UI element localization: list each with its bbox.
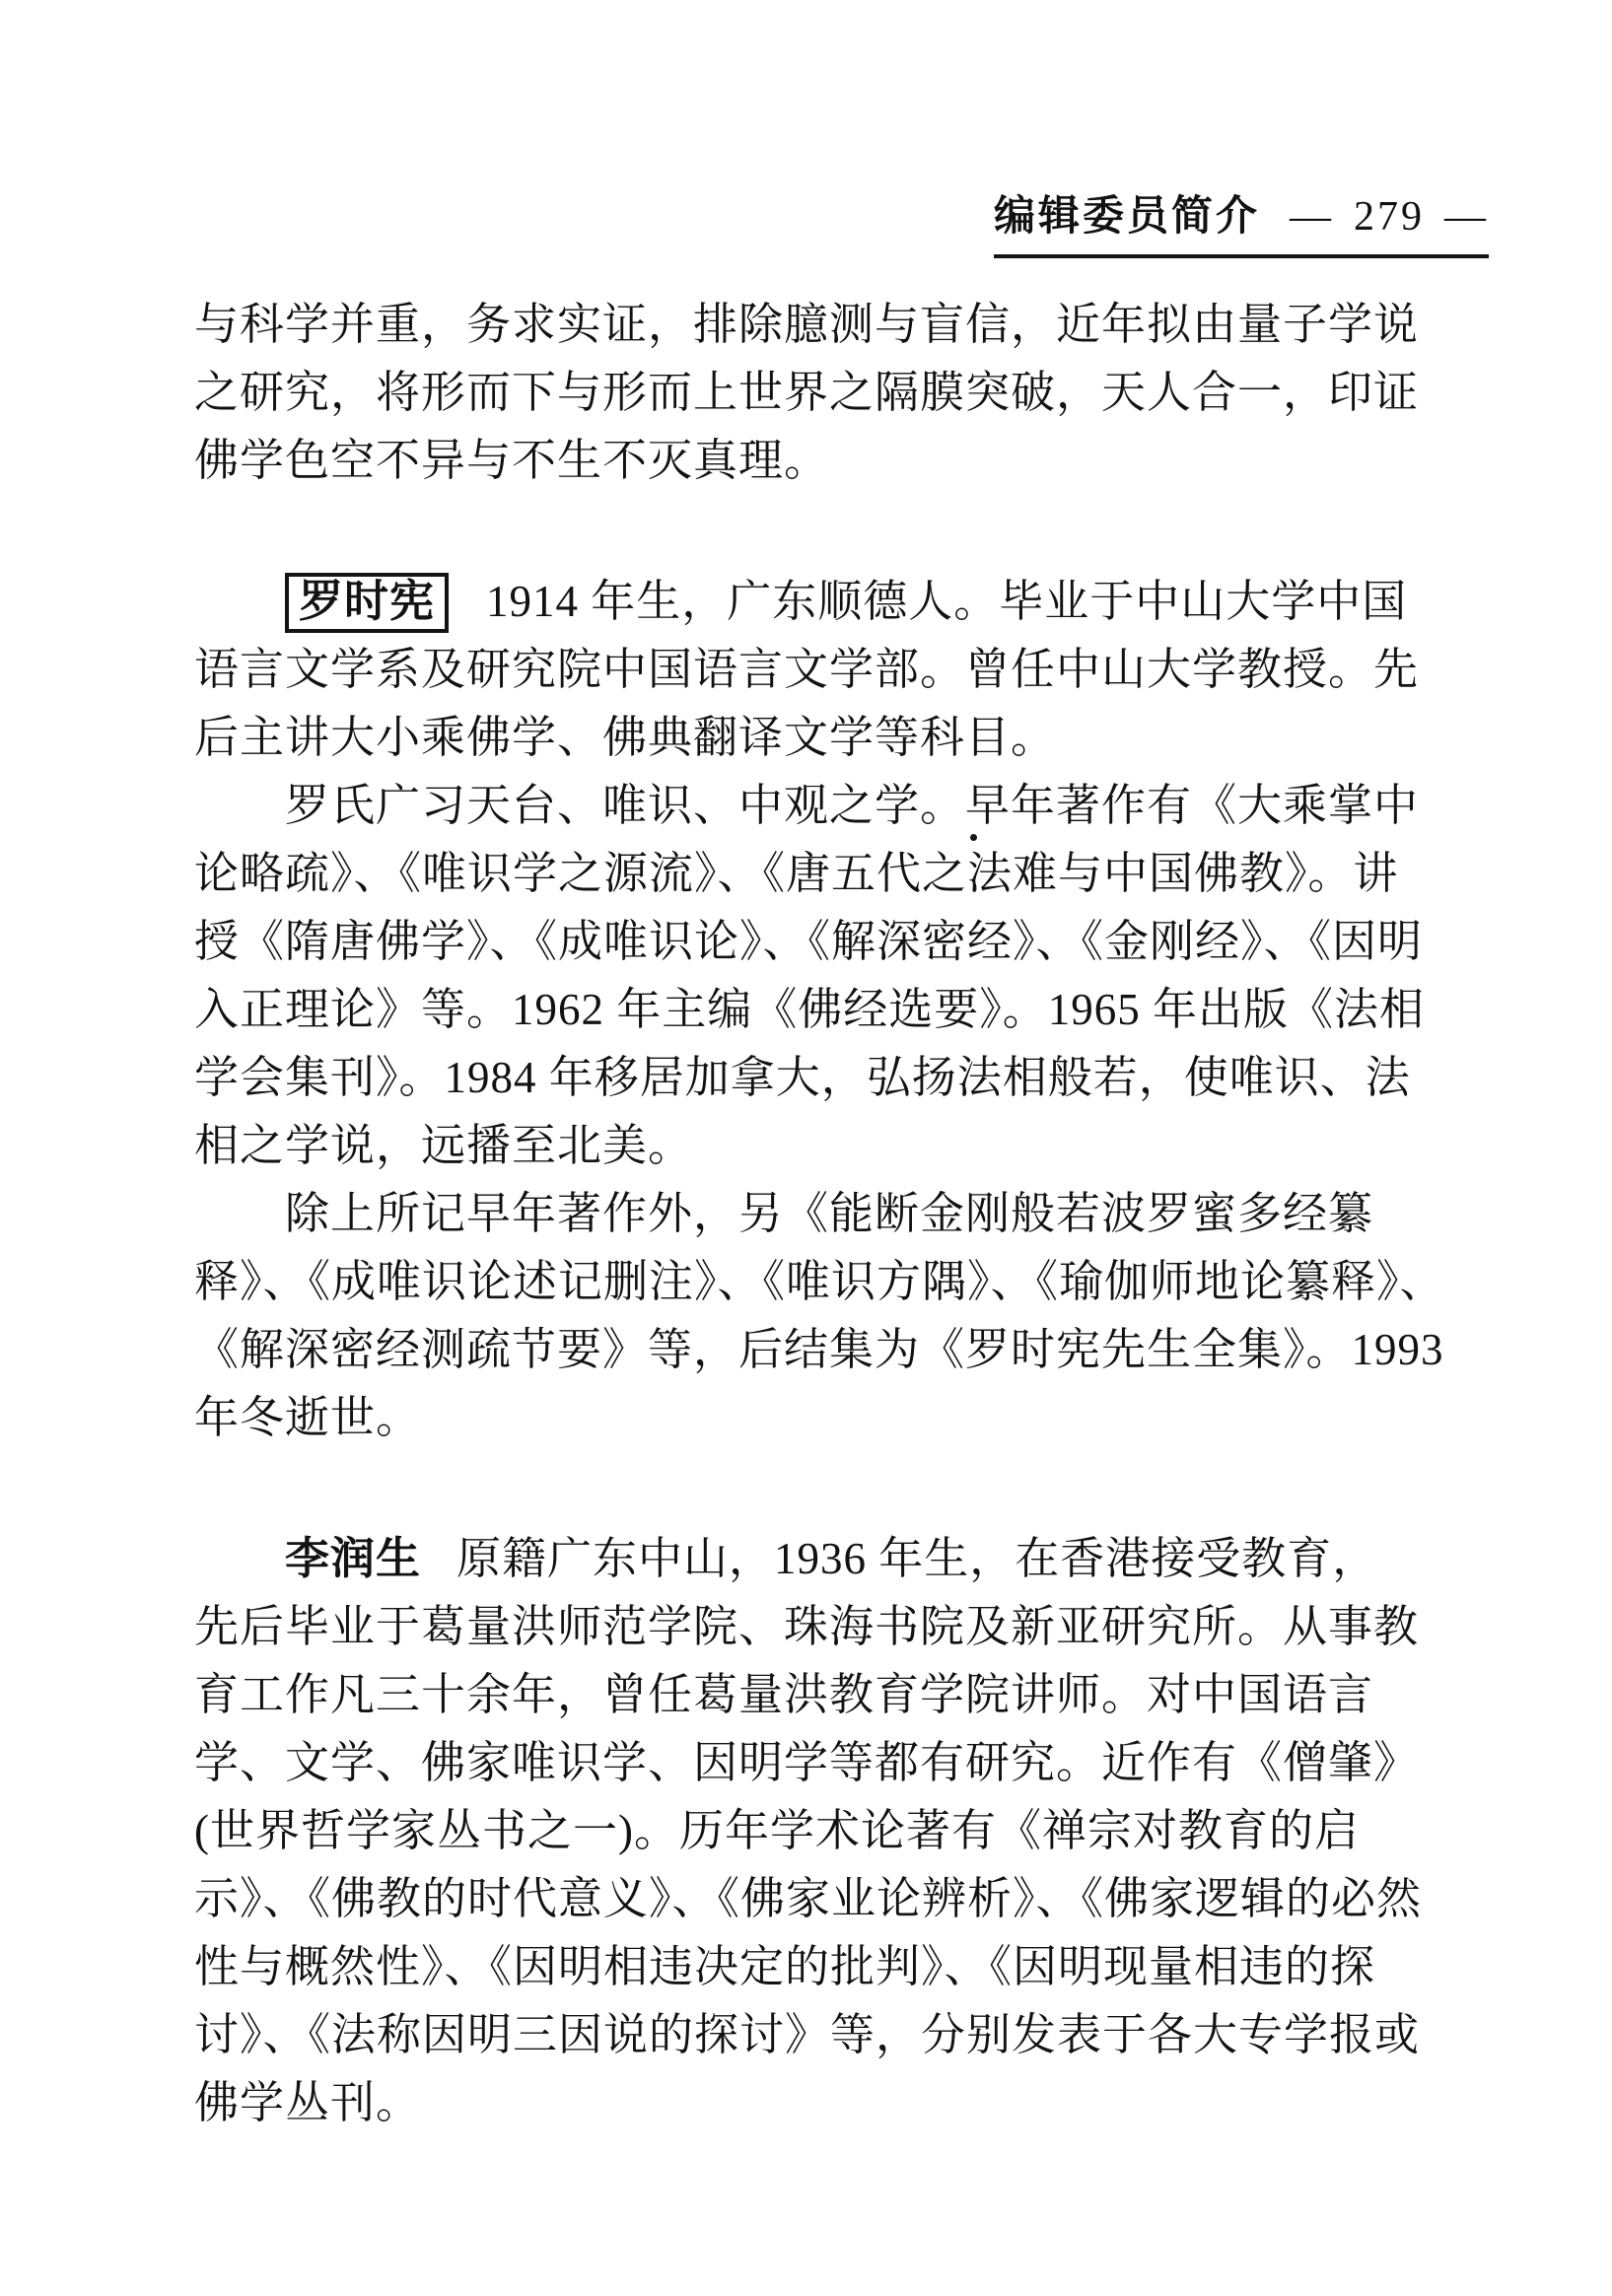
text-segment: 原籍广东中山，1936 年生，在香港接受教育， [456,1534,1378,1583]
text-line: 语言文学系及研究院中国语言文学部。曾任中山大学教授。先 [194,645,1420,694]
entry-name-bold: 李润生 [285,1534,422,1583]
paragraph-gap [194,1453,1442,1526]
text-line: 性与概然性》、《因明相违决定的批判》、《因明现量相违的探 [194,1942,1376,1991]
page-number: 279 [1354,194,1426,240]
text-line: 学会集刊》。1984 年移居加拿大，弘扬法相般若，使唯识、法 [194,1053,1411,1102]
text-line: 后主讲大小乘佛学、佛典翻译文学等科目。 [194,713,1057,762]
text-line: 先后毕业于葛量洪师范学院、珠海书院及新亚研究所。从事教 [194,1602,1420,1651]
text-line: 佛学色空不异与不生不灭真理。 [194,436,830,485]
text-line: 《解深密经测疏节要》等，后结集为《罗时宪先生全集》。1993 [194,1325,1444,1374]
text-line: 除上所记早年著作外，另《能断金刚般若波罗蜜多经纂 [285,1189,1374,1238]
section-title: 编辑委员简介 [994,194,1261,240]
entry-name-boxed: 罗时宪 [285,573,449,633]
text-line: 育工作凡三十余年，曾任葛量洪教育学院讲师。对中国语言 [194,1670,1374,1719]
text-line: 之研究，将形而下与形而上世界之隔膜突破，天人合一，印证 [194,368,1420,417]
text-line: 论略疏》、《唯识学之源流》、《唐五代之法难与中国佛教》。讲 [194,849,1399,898]
text-line: 相之学说，远播至北美。 [194,1121,694,1170]
text-line: 讨》、《法称因明三因说的探讨》等，分别发表于各大专学报或 [194,2010,1421,2059]
text-line: 罗氏广习天台、唯识、中观之学。早年著作有《大乘掌中 [285,781,1420,830]
emphasis-dot-artifact [970,834,977,841]
text-line: 佛学丛刊。 [194,2078,422,2127]
paragraph-gap [194,496,1442,569]
text-line: (世界哲学家丛书之一)。历年学术论著有《禅宗对教育的启 [194,1806,1360,1855]
text-line: 授《隋唐佛学》、《成唯识论》、《解深密经》、《金刚经》、《因明 [194,917,1424,966]
entry-first-line [194,1526,1442,1594]
entry-first-line [194,569,1442,637]
dash-left: — [1290,194,1335,240]
text-line: 年冬逝世。 [194,1393,422,1442]
text-line: 释》、《成唯识论述记删注》、《唯识方隅》、《瑜伽师地论纂释》、 [194,1257,1445,1306]
text-line: 学、文学、佛家唯识学、因明学等都有研究。近作有《僧肇》 [194,1738,1420,1787]
text-line: 入正理论》等。1962 年主编《佛经选要》。1965 年出版《法相 [194,985,1426,1034]
text-segment: 1914 年生，广东顺德人。毕业于中山大学中国 [486,577,1408,626]
body-text-column [194,292,1445,2138]
text-line: 示》、《佛教的时代意义》、《佛家业论辨析》、《佛家逻辑的必然 [194,1874,1423,1923]
running-header [994,183,1489,258]
dash-right: — [1444,194,1490,240]
page-number-indicator [1290,193,1489,241]
text-line: 与科学并重，务求实证，排除臆测与盲信，近年拟由量子学说 [194,300,1420,349]
